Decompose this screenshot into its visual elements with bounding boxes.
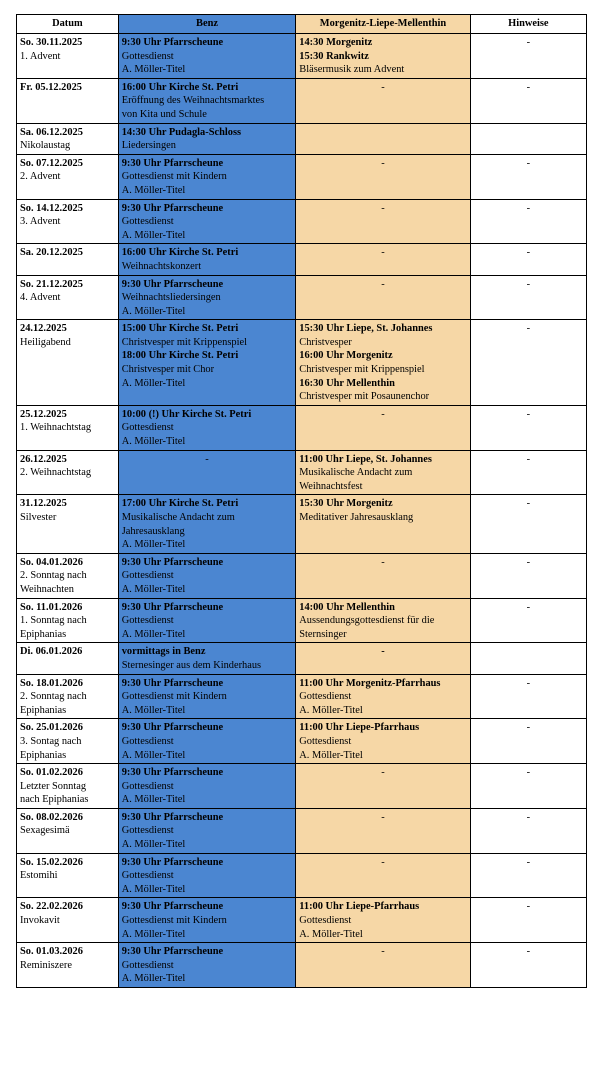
event-detail: A. Möller-Titel	[121, 229, 186, 241]
date-occasion: Estomihi	[20, 870, 58, 882]
event-time-place: 14:30 Morgenitz	[299, 37, 373, 48]
event-time-place: 16:30 Uhr Mellenthin	[299, 377, 395, 389]
date-occasion: 4. Advent	[20, 292, 61, 304]
event-time-place: 15:00 Uhr Kirche St. Petri	[121, 323, 239, 335]
header-datum: Datum	[17, 15, 119, 34]
benz-cell	[118, 275, 296, 320]
table-row	[17, 123, 587, 154]
date-occasion: Invokavit	[20, 915, 60, 927]
mlm-cell	[296, 154, 470, 199]
event-detail: A. Möller-Titel	[121, 883, 186, 895]
event-time-place: 9:30 Uhr Pfarrscheune	[121, 722, 224, 734]
benz-cell	[118, 244, 296, 275]
header-morgenitz-liepe-mellenthin: Morgenitz-Liepe-Mellenthin	[296, 15, 470, 34]
date-cell	[17, 244, 119, 275]
hinweise-cell	[470, 199, 586, 244]
hinweis-text: -	[526, 901, 531, 913]
event-detail: A. Möller-Titel	[121, 749, 186, 761]
hinweise-cell	[470, 719, 586, 764]
date-occasion: Nikolaustag	[20, 140, 71, 152]
mlm-cell	[296, 34, 470, 79]
mlm-cell	[296, 764, 470, 809]
event-time-place: 11:00 Uhr Liepe, St. Johannes	[299, 453, 432, 465]
event-detail: Gottesdienst mit Kindern	[121, 171, 227, 183]
benz-cell	[118, 320, 296, 406]
benz-cell	[118, 719, 296, 764]
date-cell	[17, 320, 119, 406]
date-label: So. 15.02.2026	[20, 856, 83, 868]
hinweise-cell	[470, 553, 586, 598]
event-detail: Sternesinger aus dem Kinderhaus	[121, 659, 262, 671]
event-detail: A. Möller-Titel	[299, 928, 363, 940]
date-cell	[17, 853, 119, 898]
event-detail: A. Möller-Titel	[121, 583, 186, 595]
hinweise-cell	[470, 320, 586, 406]
event-detail: A. Möller-Titel	[121, 539, 186, 551]
no-event-dash: -	[381, 856, 385, 868]
header-row	[17, 15, 587, 34]
date-cell	[17, 34, 119, 79]
date-label: So. 07.12.2025	[20, 157, 83, 169]
date-occasion: 2. Weihnachtstag	[20, 467, 92, 479]
event-detail: Christvesper mit Posaunenchor	[299, 391, 430, 403]
event-time-place: 9:30 Uhr Pfarrscheune	[121, 556, 224, 568]
hinweis-text: -	[526, 323, 531, 335]
date-occasion: Reminiszere	[20, 959, 72, 971]
event-detail: Jahresausklang	[121, 525, 185, 537]
event-time-place: 15:30 Uhr Morgenitz	[299, 498, 393, 510]
date-occasion: Letzter Sonntag	[20, 780, 87, 792]
benz-cell	[118, 898, 296, 943]
benz-cell	[118, 34, 296, 79]
date-cell	[17, 450, 119, 495]
date-label: 31.12.2025	[20, 498, 67, 510]
hinweise-cell	[470, 643, 586, 674]
hinweise-cell	[470, 674, 586, 719]
mlm-cell	[296, 123, 470, 154]
date-cell	[17, 495, 119, 553]
mlm-cell	[296, 495, 470, 553]
hinweise-cell	[470, 34, 586, 79]
table-row	[17, 154, 587, 199]
mlm-cell	[296, 898, 470, 943]
hinweise-cell	[470, 495, 586, 553]
date-occasion: Weihnachten	[20, 583, 74, 595]
hinweis-text: -	[526, 556, 531, 568]
hinweise-cell	[470, 450, 586, 495]
hinweise-cell	[470, 78, 586, 123]
event-time-place: 9:30 Uhr Pfarrscheune	[121, 202, 224, 214]
event-detail: Meditativer Jahresausklang	[299, 512, 414, 523]
no-event-dash: -	[381, 556, 385, 568]
mlm-cell	[296, 943, 470, 988]
event-time-place: 11:00 Uhr Liepe-Pfarrhaus	[299, 722, 420, 734]
hinweis-text: -	[526, 946, 531, 958]
date-cell	[17, 674, 119, 719]
event-time-place: 9:30 Uhr Pfarrscheune	[121, 767, 224, 779]
event-time-place: 10:00 (!) Uhr Kirche St. Petri	[121, 408, 252, 420]
event-detail: Weihnachtsfest	[299, 480, 363, 492]
benz-cell	[118, 643, 296, 674]
date-label: So. 21.12.2025	[20, 278, 83, 290]
hinweis-text: -	[526, 37, 531, 48]
event-time-place: 9:30 Uhr Pfarrscheune	[121, 278, 224, 290]
hinweise-cell	[470, 764, 586, 809]
event-time-place: 16:00 Uhr Kirche St. Petri	[121, 81, 239, 93]
date-label: So. 08.02.2026	[20, 811, 83, 823]
event-detail: A. Möller-Titel	[121, 704, 186, 716]
date-label: Sa. 20.12.2025	[20, 247, 83, 259]
table-row	[17, 719, 587, 764]
event-time-place: 9:30 Uhr Pfarrscheune	[121, 856, 224, 868]
date-label: 26.12.2025	[20, 453, 67, 465]
event-time-place: 17:00 Uhr Kirche St. Petri	[121, 498, 239, 510]
event-detail: A. Möller-Titel	[299, 749, 363, 761]
date-label: So. 22.02.2026	[20, 901, 83, 913]
event-time-place: 11:00 Uhr Morgenitz-Pfarrhaus	[299, 677, 441, 689]
table-row	[17, 674, 587, 719]
benz-cell	[118, 495, 296, 553]
date-cell	[17, 199, 119, 244]
event-detail: Christvesper	[299, 336, 352, 348]
event-time-place: 9:30 Uhr Pfarrscheune	[121, 946, 224, 958]
date-cell	[17, 943, 119, 988]
event-detail: A. Möller-Titel	[121, 928, 186, 940]
date-label: So. 04.01.2026	[20, 556, 83, 568]
event-detail: Gottesdienst	[121, 735, 174, 747]
date-label: Di. 06.01.2026	[20, 646, 83, 658]
table-row	[17, 898, 587, 943]
event-time-place: 15:30 Uhr Liepe, St. Johannes	[299, 323, 433, 335]
date-occasion: nach Epiphanias	[20, 794, 89, 806]
event-time-place: 9:30 Uhr Pfarrscheune	[121, 37, 224, 48]
event-detail: Christvesper mit Krippenspiel	[299, 364, 425, 376]
event-detail: Christvesper mit Chor	[121, 364, 215, 376]
date-label: 25.12.2025	[20, 408, 67, 420]
mlm-cell	[296, 405, 470, 450]
benz-cell	[118, 674, 296, 719]
benz-cell	[118, 943, 296, 988]
event-detail: Gottesdienst	[121, 780, 174, 792]
event-time-place: 16:00 Uhr Morgenitz	[299, 350, 393, 362]
mlm-cell	[296, 598, 470, 643]
date-occasion: Epiphanias	[20, 704, 67, 716]
hinweise-cell	[470, 598, 586, 643]
table-row	[17, 553, 587, 598]
mlm-cell	[296, 808, 470, 853]
table-row	[17, 450, 587, 495]
mlm-cell	[296, 244, 470, 275]
date-occasion: Epiphanias	[20, 749, 67, 761]
hinweise-cell	[470, 275, 586, 320]
event-detail: Bläsermusik zum Advent	[299, 64, 405, 76]
date-occasion: 1. Advent	[20, 50, 61, 62]
event-detail: Gottesdienst	[121, 870, 174, 882]
no-event-dash: -	[381, 408, 385, 420]
date-cell	[17, 275, 119, 320]
benz-cell	[118, 853, 296, 898]
benz-cell	[118, 450, 296, 495]
date-cell	[17, 764, 119, 809]
benz-cell	[118, 764, 296, 809]
event-detail: A. Möller-Titel	[121, 184, 186, 196]
hinweise-cell	[470, 405, 586, 450]
event-detail: Gottesdienst	[121, 615, 174, 627]
event-detail: Gottesdienst	[121, 570, 174, 582]
no-event-dash: -	[381, 811, 385, 823]
event-time-place: 9:30 Uhr Pfarrscheune	[121, 677, 224, 689]
event-time-place: 14:00 Uhr Mellenthin	[299, 601, 395, 613]
benz-cell	[118, 553, 296, 598]
hinweis-text: -	[526, 453, 531, 465]
benz-cell	[118, 199, 296, 244]
date-label: So. 18.01.2026	[20, 677, 83, 689]
event-time-place: 11:00 Uhr Liepe-Pfarrhaus	[299, 901, 420, 913]
no-event-dash: -	[381, 157, 385, 169]
date-cell	[17, 643, 119, 674]
no-event-dash: -	[381, 247, 385, 259]
date-label: So. 14.12.2025	[20, 202, 83, 214]
benz-cell	[118, 123, 296, 154]
event-detail: Gottesdienst	[121, 216, 174, 228]
no-event-dash: -	[381, 278, 385, 290]
date-occasion: Epiphanias	[20, 628, 67, 640]
hinweise-cell	[470, 943, 586, 988]
date-label: Sa. 06.12.2025	[20, 126, 83, 138]
event-time-place: 9:30 Uhr Pfarrscheune	[121, 811, 224, 823]
event-detail: Gottesdienst	[299, 691, 352, 703]
mlm-cell	[296, 853, 470, 898]
hinweis-text: -	[526, 157, 531, 169]
event-detail: Musikalische Andacht zum	[121, 512, 235, 523]
event-time-place: vormittags in Benz	[121, 646, 206, 658]
hinweis-text: -	[526, 498, 531, 510]
hinweis-text: -	[526, 81, 531, 93]
event-detail: Liedersingen	[121, 140, 176, 152]
event-time-place: 15:30 Rankwitz	[299, 50, 369, 62]
date-label: 24.12.2025	[20, 323, 67, 335]
table-row	[17, 764, 587, 809]
event-detail: von Kita und Schule	[121, 108, 207, 120]
event-detail: A. Möller-Titel	[121, 64, 186, 76]
date-occasion: 2. Sonntag nach	[20, 570, 87, 582]
event-detail: A. Möller-Titel	[121, 628, 186, 640]
table-row	[17, 78, 587, 123]
hinweis-text: -	[526, 202, 531, 214]
event-detail: A. Möller-Titel	[121, 377, 186, 389]
date-occasion: Sexagesimä	[20, 825, 70, 837]
benz-cell	[118, 598, 296, 643]
event-detail: Christvesper mit Krippenspiel	[121, 336, 247, 348]
mlm-cell	[296, 674, 470, 719]
mlm-cell	[296, 450, 470, 495]
date-cell	[17, 154, 119, 199]
table-row	[17, 495, 587, 553]
event-detail: Gottesdienst	[299, 735, 352, 747]
hinweis-text: -	[526, 722, 531, 734]
table-row	[17, 199, 587, 244]
date-cell	[17, 78, 119, 123]
date-occasion: 2. Advent	[20, 171, 61, 183]
date-cell	[17, 553, 119, 598]
date-label: So. 01.03.2026	[20, 946, 83, 958]
hinweis-text: -	[526, 677, 531, 689]
no-event-dash: -	[381, 202, 385, 214]
hinweis-text: -	[526, 767, 531, 779]
date-occasion: 2. Sonntag nach	[20, 691, 87, 703]
event-detail: A. Möller-Titel	[121, 839, 186, 851]
benz-cell	[118, 154, 296, 199]
event-detail: Gottesdienst	[121, 422, 174, 434]
date-cell	[17, 808, 119, 853]
event-detail: Gottesdienst	[299, 915, 352, 927]
event-time-place: 14:30 Uhr Pudagla-Schloss	[121, 126, 242, 138]
date-label: So. 25.01.2026	[20, 722, 83, 734]
no-event-dash: -	[381, 81, 385, 93]
date-label: So. 01.02.2026	[20, 767, 83, 779]
event-detail: Weihnachtsliedersingen	[121, 292, 221, 304]
hinweise-cell	[470, 123, 586, 154]
hinweise-cell	[470, 853, 586, 898]
date-cell	[17, 719, 119, 764]
mlm-cell	[296, 320, 470, 406]
date-occasion: 3. Sontag nach	[20, 735, 82, 747]
table-row	[17, 643, 587, 674]
event-time-place: 9:30 Uhr Pfarrscheune	[121, 157, 224, 169]
hinweise-cell	[470, 154, 586, 199]
hinweise-cell	[470, 808, 586, 853]
header-benz: Benz	[118, 15, 296, 34]
no-event-dash: -	[381, 646, 385, 658]
table-row	[17, 598, 587, 643]
event-time-place: 9:30 Uhr Pfarrscheune	[121, 901, 224, 913]
date-cell	[17, 405, 119, 450]
date-cell	[17, 123, 119, 154]
table-row	[17, 275, 587, 320]
mlm-cell	[296, 199, 470, 244]
event-detail: A. Möller-Titel	[121, 305, 186, 317]
benz-cell	[118, 78, 296, 123]
mlm-cell	[296, 78, 470, 123]
mlm-cell	[296, 719, 470, 764]
date-label: Fr. 05.12.2025	[20, 81, 82, 93]
table-row	[17, 943, 587, 988]
mlm-cell	[296, 643, 470, 674]
date-occasion: Heiligabend	[20, 336, 71, 348]
hinweis-text: -	[526, 408, 531, 420]
table-row	[17, 853, 587, 898]
event-detail: A. Möller-Titel	[121, 794, 186, 806]
date-occasion: Silvester	[20, 512, 57, 523]
event-detail: Sternsinger	[299, 628, 347, 640]
hinweise-cell	[470, 898, 586, 943]
benz-cell	[118, 808, 296, 853]
event-time-place: 16:00 Uhr Kirche St. Petri	[121, 247, 239, 259]
date-label: So. 30.11.2025	[20, 37, 83, 48]
hinweis-text: -	[526, 247, 531, 259]
event-detail: Musikalische Andacht zum	[299, 467, 413, 479]
mlm-cell	[296, 275, 470, 320]
event-detail: Gottesdienst	[121, 825, 174, 837]
table-row	[17, 320, 587, 406]
benz-cell	[118, 405, 296, 450]
event-detail: Gottesdienst mit Kindern	[121, 691, 227, 703]
hinweis-text: -	[526, 811, 531, 823]
schedule-table	[16, 14, 587, 988]
event-detail: Gottesdienst mit Kindern	[121, 915, 227, 927]
header-hinweise: Hinweise	[470, 15, 586, 34]
event-time-place: 9:30 Uhr Pfarrscheune	[121, 601, 224, 613]
schedule-body	[17, 34, 587, 988]
date-occasion: 1. Weihnachtstag	[20, 422, 92, 434]
no-event-dash: -	[381, 946, 385, 958]
date-cell	[17, 598, 119, 643]
mlm-cell	[296, 553, 470, 598]
table-row	[17, 34, 587, 79]
event-detail: Eröffnung des Weihnachtsmarktes	[121, 95, 265, 107]
event-detail: A. Möller-Titel	[121, 436, 186, 448]
date-occasion: 3. Advent	[20, 216, 61, 228]
event-detail: A. Möller-Titel	[121, 973, 186, 985]
table-row	[17, 244, 587, 275]
hinweis-text: -	[526, 856, 531, 868]
date-occasion: 1. Sonntag nach	[20, 615, 87, 627]
date-label: So. 11.01.2026	[20, 601, 83, 613]
event-detail: Weihnachtskonzert	[121, 260, 202, 272]
no-event-dash: -	[381, 767, 385, 779]
no-event-dash: -	[205, 453, 209, 465]
hinweise-cell	[470, 244, 586, 275]
event-time-place: 18:00 Uhr Kirche St. Petri	[121, 350, 239, 362]
event-detail: Gottesdienst	[121, 959, 174, 971]
hinweis-text: -	[526, 278, 531, 290]
table-row	[17, 808, 587, 853]
event-detail: Gottesdienst	[121, 50, 174, 62]
date-cell	[17, 898, 119, 943]
event-detail: Aussendungsgottesdienst für die	[299, 615, 435, 627]
table-row	[17, 405, 587, 450]
event-detail: A. Möller-Titel	[299, 704, 363, 716]
hinweis-text: -	[526, 601, 531, 613]
